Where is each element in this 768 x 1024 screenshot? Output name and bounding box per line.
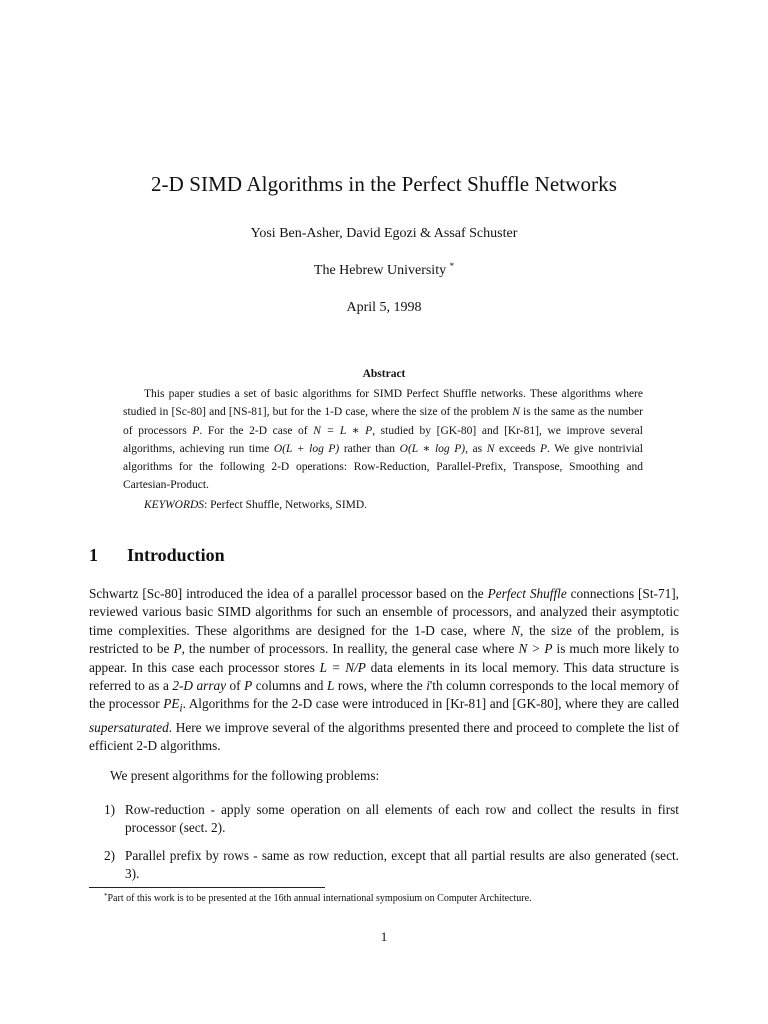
body-text: Schwartz [Sc-80] introduced the idea of a parallel processor based on the — [89, 586, 488, 601]
math-symbol: i — [426, 678, 430, 694]
affiliation-name: The Hebrew University — [313, 263, 447, 278]
footnote — [104, 892, 532, 904]
body-text: of — [226, 678, 245, 694]
affiliation-footnote-mark: * — [449, 261, 455, 271]
section-number: 1 — [89, 545, 98, 565]
page-number: 1 — [380, 929, 388, 944]
abstract-heading: Abstract — [362, 368, 406, 380]
paper-date: April 5, 1998 — [346, 300, 422, 315]
math-equation: O(L ∗ log P) — [399, 442, 466, 455]
emphasis-text: 2-D array — [172, 678, 227, 694]
paper-authors: Yosi Ben-Asher, David Egozi & Assaf Schuster — [250, 226, 518, 241]
keywords-text: : Perfect Shuffle, Networks, SIMD. — [204, 499, 368, 511]
math-subscript: i — [179, 703, 183, 716]
math-symbol: P — [192, 424, 200, 437]
section-heading — [89, 545, 225, 566]
affiliation — [0, 261, 768, 279]
math-symbol: L — [326, 678, 335, 694]
math-symbol: P — [539, 442, 547, 455]
abstract-text: . We give nontrivial algorithms for the following 2-D operations: Row-Reduction, Parallel-Prefix, Transpose, Smoothing and Cartesian-Product. — [123, 442, 643, 492]
footnote-mark: * — [104, 892, 108, 900]
intro-paragraph — [89, 585, 679, 755]
abstract-text: . For the 2-D case of — [199, 424, 314, 437]
emphasis-text: supersaturated — [89, 719, 169, 735]
math-equation: N > P — [518, 641, 553, 657]
body-text: , the number of processors. In reallity, the general case where — [181, 641, 519, 657]
abstract-text: , studied by [GK-80] and [Kr-81], we improve several algorithms, achieving run time — [123, 424, 643, 455]
math-symbol: P — [244, 678, 253, 694]
math-symbol: P — [173, 641, 182, 657]
math-symbol: N — [512, 406, 520, 419]
keywords-label: KEYWORDS — [144, 499, 205, 511]
body-text: . Algorithms for the 2-D case were introduced in [Kr-81] and [GK-80], where they are called — [182, 696, 679, 712]
keywords — [123, 499, 643, 511]
body-text: columns and — [252, 678, 327, 694]
body-text: 'th column corresponds to the local memory of the processor — [89, 678, 679, 712]
math-symbol-base: PE — [163, 696, 180, 712]
abstract-text: This paper studies a set of basic algorithms for SIMD Perfect Shuffle networks. These algorithms where studied in [Sc-80] and [NS-81], but for the 1-D case, where the size of the problem — [123, 388, 643, 419]
abstract-text: , as — [465, 442, 487, 455]
paper-title: 2-D SIMD Algorithms in the Perfect Shuffle Networks — [150, 172, 618, 196]
list-item-text: Row-reduction - apply some operation on all elements of each row and collect the results in first processor (sect. 2). — [125, 802, 679, 836]
abstract-body — [123, 385, 643, 495]
abstract-text: is the same as the number of processors — [123, 406, 643, 437]
math-symbol — [163, 696, 183, 716]
math-symbol: N — [511, 622, 520, 638]
problems-intro: We present algorithms for the following problems: — [110, 768, 380, 783]
body-text: connections [St-71], reviewed various basic SIMD algorithms for such an ensemble of processors, and analyzed their asymptotic time complexities. These algorithms are designed for the 1-D case, where — [89, 586, 679, 638]
body-text: , the size of the problem, is restricted to be — [89, 622, 679, 657]
footnote-text: Part of this work is to be presented at the 16th annual international symposium on Computer Architecture. — [107, 893, 532, 904]
footnote-divider — [89, 887, 325, 888]
math-equation: N = L ∗ P — [313, 424, 373, 437]
list-item-text: Parallel prefix by rows - same as row reduction, except that all partial results are also generated (sect. 3). — [125, 848, 679, 882]
math-symbol: N — [486, 442, 495, 455]
abstract-text: exceeds — [494, 442, 540, 455]
body-text: rows, where the — [334, 678, 427, 694]
body-text: is much more likely to appear. In this case each processor stores — [89, 641, 679, 675]
list-item-number: 2) — [104, 848, 116, 863]
body-text: . Here we improve several of the algorithms presented there and proceed to complete the list of efficient 2-D algorithms. — [89, 719, 679, 753]
math-equation: O(L + log P) — [273, 442, 340, 455]
abstract-text: rather than — [339, 442, 400, 455]
list-item-number: 1) — [104, 802, 116, 817]
body-text: data elements in its local memory. This data structure is referred to as a — [89, 659, 679, 694]
math-equation: L = N/P — [319, 659, 366, 675]
section-title: Introduction — [127, 545, 225, 565]
emphasis-text: Perfect Shuffle — [487, 586, 567, 601]
